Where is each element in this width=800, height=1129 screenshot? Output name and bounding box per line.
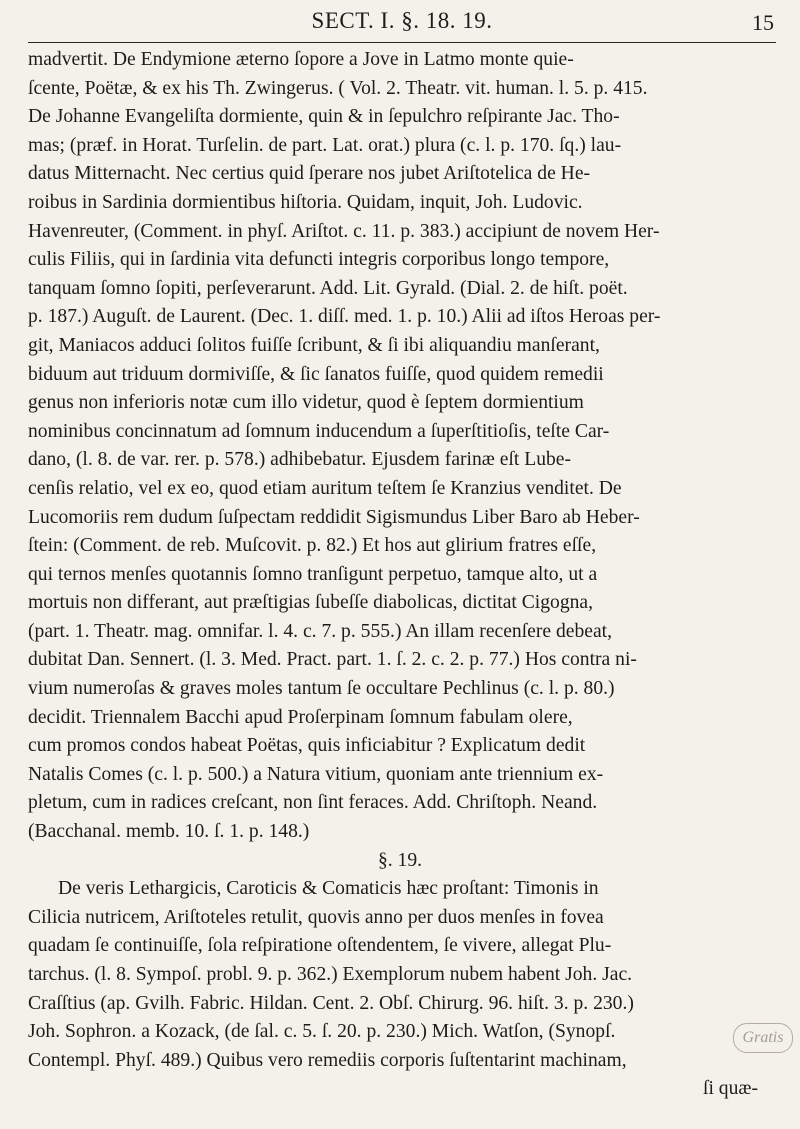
text-line: git, Maniacos adduci ſolitos fuiſſe ſcribunt, & ſi ibi aliquandiu manſerant, [28, 334, 600, 356]
text-line: Lucomoriis rem dudum ſuſpectam reddidit Sigismundus Liber Baro ab Heber- [28, 506, 640, 528]
running-title: SECT. I. §. 18. 19. [311, 8, 493, 33]
text-line: Havenreuter, (Comment. in phyſ. Ariſtot. c. 11. p. 383.) accipiunt de novem Her- [28, 220, 660, 242]
text-line: datus Mitternacht. Nec certius quid ſperare nos jubet Ariſtotelica de He- [28, 163, 591, 185]
text-line: (part. 1. Theatr. mag. omnifar. l. 4. c. 7. p. 555.) An illam recenſere debeat, [28, 620, 612, 642]
text-line: vium numeroſas & graves moles tantum ſe occultare Pechlinus (c. l. p. 80.) [28, 678, 615, 700]
text-line: roibus in Sardinia dormientibus hiſtoria. Quidam, inquit, Joh. Ludovic. [28, 191, 583, 213]
running-header [28, 6, 776, 43]
text-line: mortuis non differant, aut præſtigias ſubeſſe diabolicas, dictitat Cigogna, [28, 592, 594, 614]
text-line: ſcente, Poëtæ, & ex his Th. Zwingerus. ( Vol. 2. Theatr. vit. human. l. 5. p. 415. [28, 77, 648, 99]
text-body [28, 46, 772, 1104]
text-line: madvertit. De Endymione æterno ſopore a Jove in Latmo monte quie- [28, 49, 574, 70]
text-line: tarchus. (l. 8. Sympoſ. probl. 9. p. 362.) Exemplorum nubem habent Joh. Jac. [28, 964, 633, 985]
text-line: pletum, cum in radices creſcant, non ſint feraces. Add. Chriſtoph. Neand. [28, 792, 598, 814]
text-line: (Bacchanal. memb. 10. ſ. 1. p. 148.) [28, 821, 310, 843]
text-line: Cilicia nutricem, Ariſtoteles retulit, quovis anno per duos menſes in fovea [28, 906, 604, 928]
text-line: cenſis relatio, vel ex eo, quod etiam auritum teſtem ſe Kranzius venditet. De [28, 477, 622, 499]
catchword: ſi quæ- [703, 1078, 758, 1100]
text-line: cum promos condos habeat Poëtas, quis inficiabitur ? Explicatum dedit [28, 735, 586, 757]
text-line: quadam ſe continuiſſe, ſola reſpiratione oſtendentem, ſe vivere, allegat Plu- [28, 935, 612, 957]
text-line: Natalis Comes (c. l. p. 500.) a Natura vitium, quoniam ante triennium ex- [28, 763, 604, 785]
text-line: culis Filiis, qui in ſardinia vita defuncti integris corporibus longo tempore, [28, 249, 610, 271]
text-line: p. 187.) Auguſt. de Laurent. (Dec. 1. diſſ. med. 1. p. 10.) Alii ad iſtos Heroas per- [28, 306, 661, 328]
text-line: mas; (præf. in Horat. Turſelin. de part. Lat. orat.) plura (c. l. p. 170. ſq.) lau- [28, 134, 622, 156]
text-line: Craſſtius (ap. Gvilh. Fabric. Hildan. Cent. 2. Obſ. Chirurg. 96. hiſt. 3. p. 230.) [28, 992, 634, 1014]
text-line: De Johanne Evangeliſta dormiente, quin & in ſepulchro reſpirante Jac. Tho- [28, 106, 620, 128]
text-line: dubitat Dan. Sennert. (l. 3. Med. Pract. part. 1. ſ. 2. c. 2. p. 77.) Hos contra ni- [28, 649, 637, 671]
text-line: Contempl. Phyſ. 489.) Quibus vero remediis corporis ſuſtentarint machinam, [28, 1049, 627, 1071]
text-line: Joh. Sophron. a Kozack, (de ſal. c. 5. ſ. 20. p. 230.) Mich. Watſon, (Synopſ. [28, 1021, 616, 1043]
text-line: biduum aut triduum dormiviſſe, & ſic ſanatos fuiſſe, quod quidem remedii [28, 363, 604, 385]
text-line: qui ternos menſes quotannis ſomno tranſigunt perpetuo, tamque alto, ut a [28, 563, 598, 585]
text-line: ſtein: (Comment. de reb. Muſcovit. p. 82.) Et hos aut glirium fratres eſſe, [28, 535, 597, 557]
text-line: nominibus concinnatum ad ſomnum inducendum a ſuperſtitioſis, teſte Car- [28, 420, 610, 442]
text-line: decidit. Triennalem Bacchi apud Proſerpinam ſomnum fabulam olere, [28, 706, 573, 728]
page-number: 15 [752, 10, 774, 35]
text-line: dano, (l. 8. de var. rer. p. 578.) adhibebatur. Ejusdem farinæ eſt Lube- [28, 449, 572, 471]
text-line: genus non inferioris notæ cum illo videtur, quod è ſeptem dormientium [28, 392, 584, 414]
library-stamp: Gratis [733, 1023, 793, 1053]
text-line: De veris Lethargicis, Caroticis & Comaticis hæc proſtant: Timonis in [58, 878, 599, 900]
text-line: tanquam ſomno ſopiti, perſeverarunt. Add. Lit. Gyrald. (Dial. 2. de hiſt. poët. [28, 277, 628, 299]
section-number: §. 19. [377, 849, 423, 871]
